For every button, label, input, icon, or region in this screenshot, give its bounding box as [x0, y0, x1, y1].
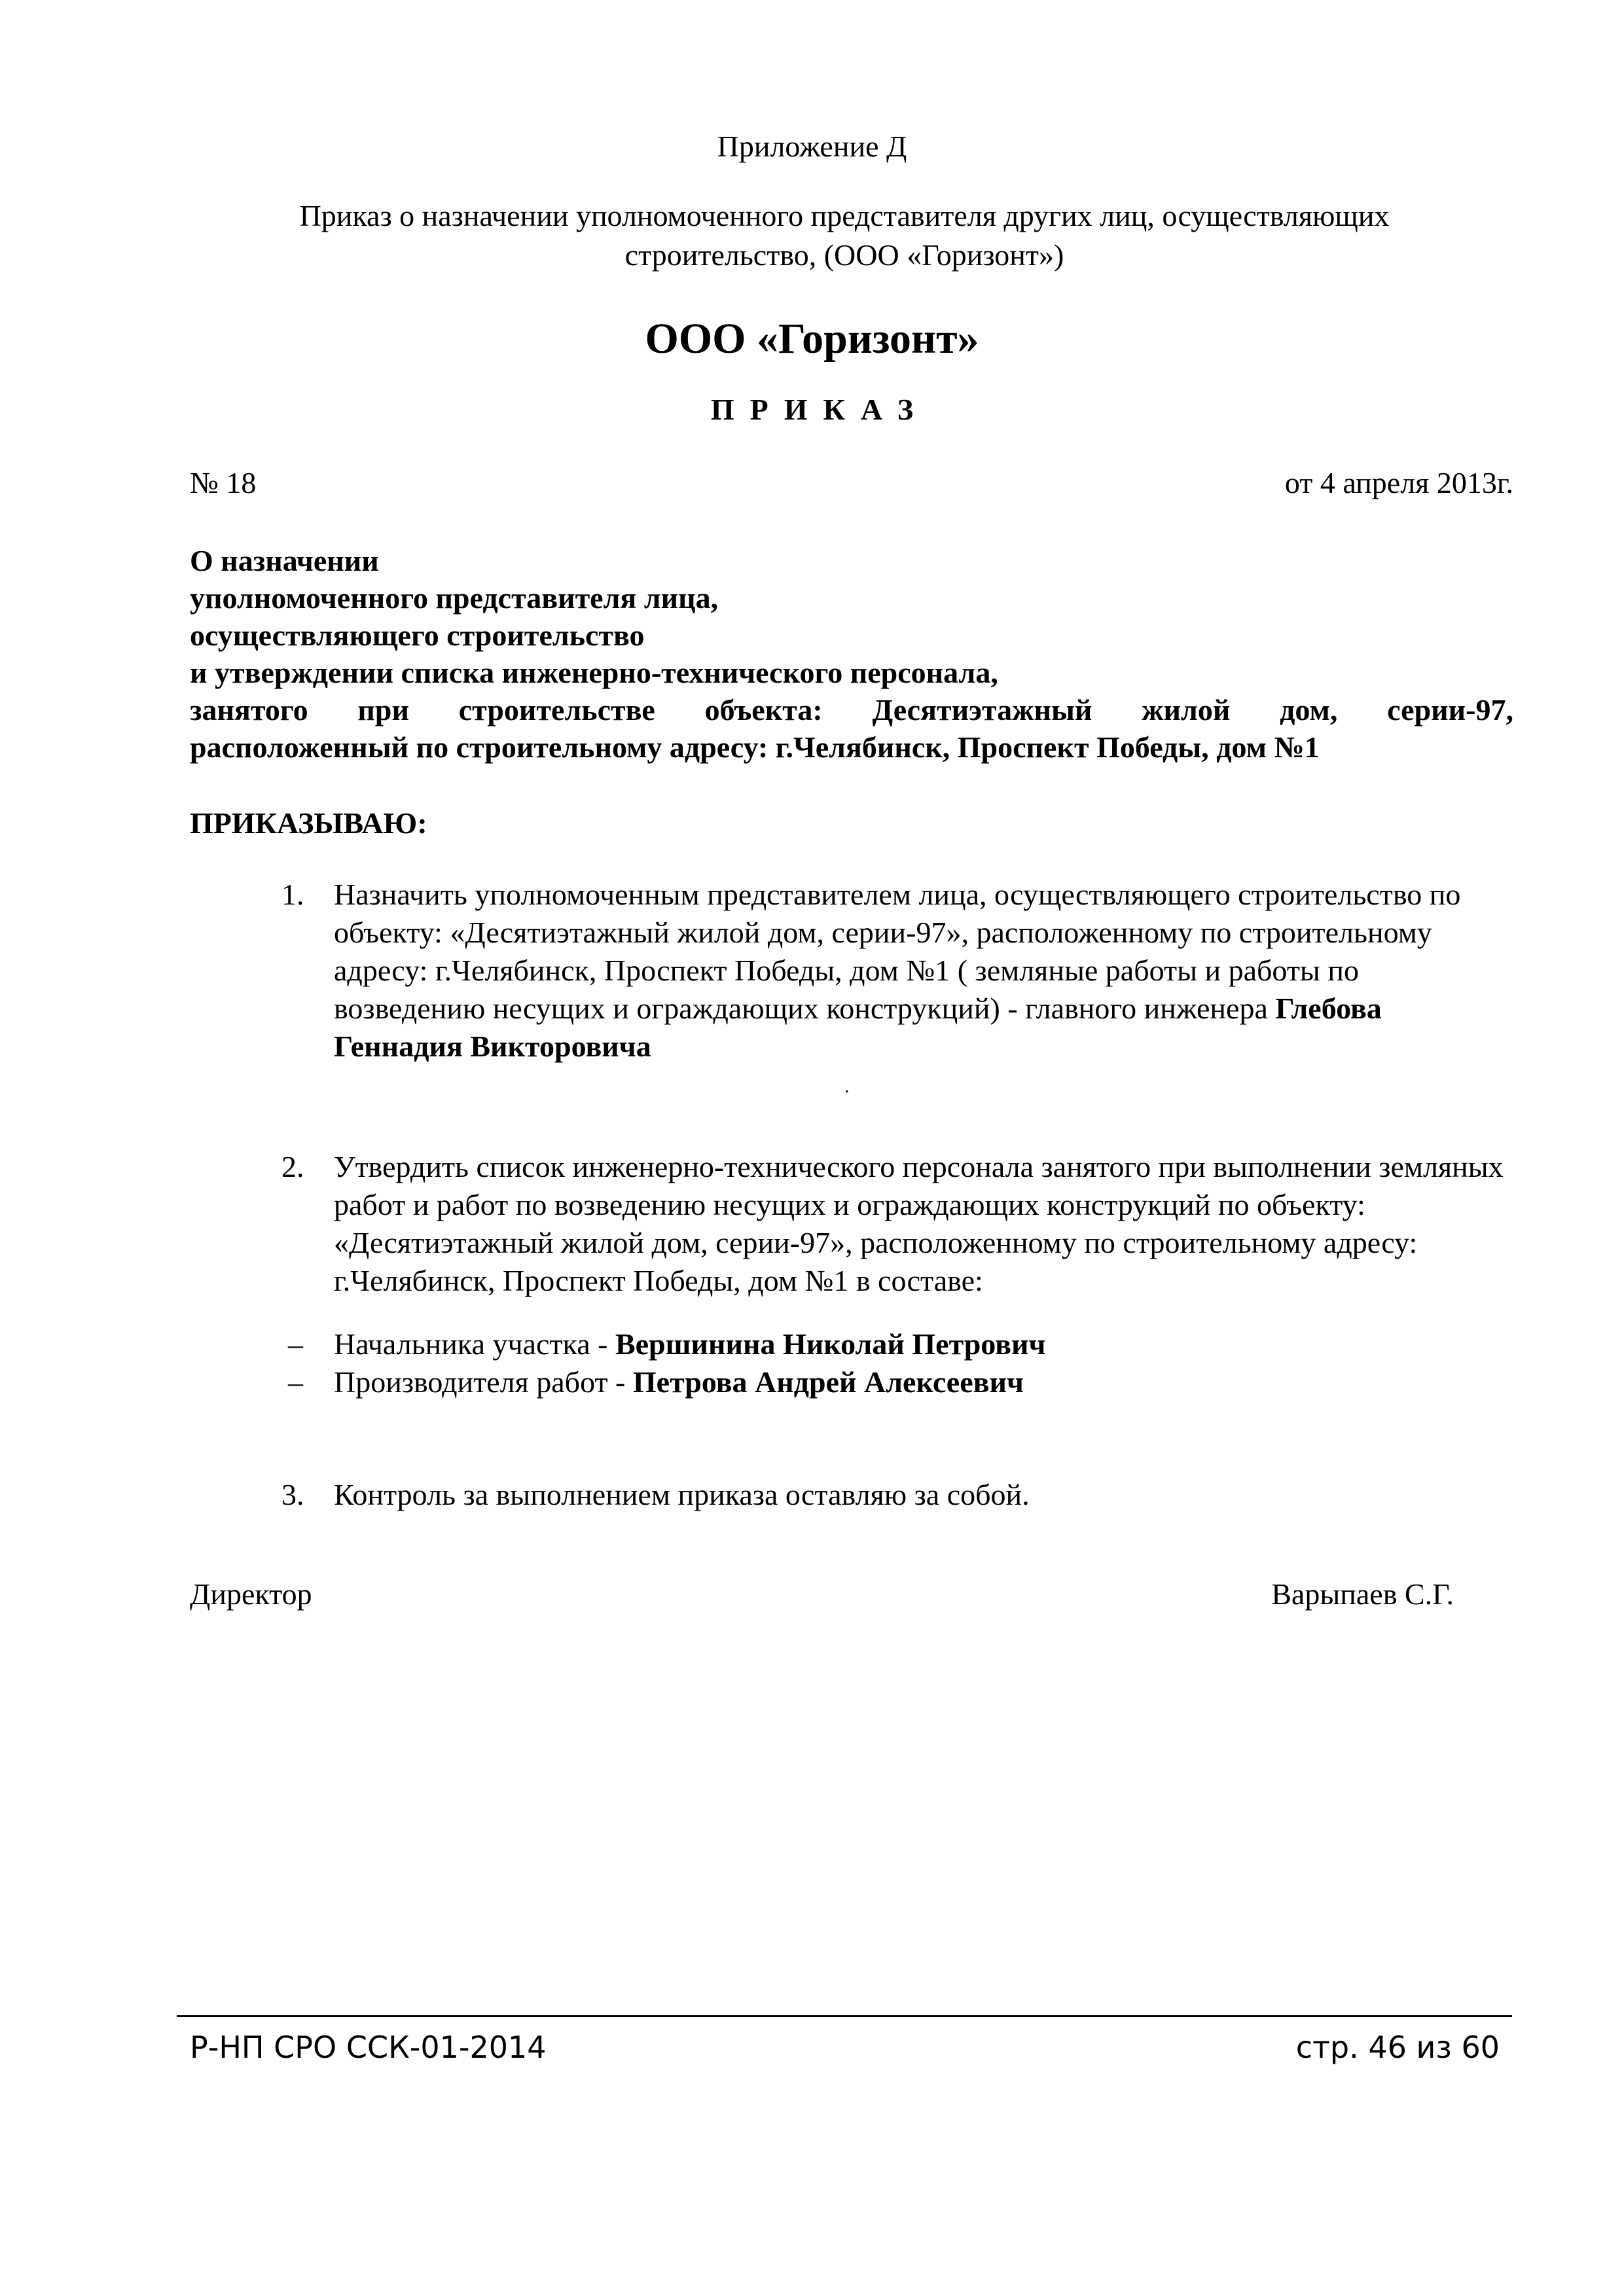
order-title: ПРИКАЗ	[710, 393, 929, 426]
footer-doc-code: Р-НП СРО ССК-01-2014	[190, 2030, 547, 2065]
order-subject	[216, 196, 1473, 275]
heading-line: осуществляющего строительство	[190, 619, 645, 652]
heading-line-justified	[190, 691, 1513, 728]
heading-line: расположенный по строительному адресу: г.Челябинск, Проспект Победы, дом №1	[190, 730, 1320, 764]
heading-word: дом,	[1280, 693, 1338, 726]
director-name: Варыпаев С.Г.	[1271, 1577, 1454, 1611]
order-heading	[190, 542, 1513, 766]
footer-page-number: стр. 46 из 60	[1295, 2030, 1500, 2065]
director-title: Директор	[190, 1577, 312, 1611]
heading-word: объекта:	[704, 693, 823, 726]
command-label: ПРИКАЗЫВАЮ:	[190, 806, 427, 840]
order-subject-line1: Приказ о назначении уполномоченного представителя других лиц, осуществляющих	[299, 199, 1390, 232]
staff-role: Производителя работ -	[334, 1365, 633, 1399]
item-number: 3.	[281, 1478, 304, 1511]
dash-bullet: –	[288, 1327, 303, 1361]
stray-dot: .	[844, 1075, 850, 1097]
dash-bullet: –	[288, 1365, 303, 1399]
staff-list-item	[288, 1325, 1046, 1363]
order-number: № 18	[190, 466, 257, 499]
heading-line: О назначении	[190, 544, 379, 577]
item-person-name: Глебова Геннадия Викторовича	[334, 992, 1382, 1063]
staff-name: Петрова Андрей Алексеевич	[632, 1365, 1024, 1399]
heading-word: серии-97,	[1387, 693, 1513, 726]
heading-word: строительстве	[458, 693, 655, 726]
staff-list-item	[288, 1363, 1024, 1401]
item-text: Контроль за выполнением приказа оставляю за собой.	[334, 1478, 1030, 1511]
footer-divider	[177, 2015, 1512, 2017]
company-name: ООО «Горизонт»	[645, 315, 979, 363]
item-text: Утвердить список инженерно-технического персонала занятого при выполнении земляных работ и работ по возведению несущих и ограждающих конструкций по объекту: «Десятиэтажный жилой дом, серии-97», расположенному по строительному адресу: г.Челябинск, Проспект Победы, дом №1 в составе:	[334, 1150, 1504, 1297]
heading-line: уполномоченного представителя лица,	[190, 581, 719, 615]
staff-name: Вершинина Николай Петрович	[615, 1327, 1046, 1361]
heading-line: и утверждении списка инженерно-технического персонала,	[190, 656, 998, 689]
staff-role: Начальника участка -	[334, 1327, 615, 1361]
order-item-2	[281, 1148, 1512, 1300]
heading-word: Десятиэтажный	[872, 693, 1092, 726]
heading-word: занятого	[190, 693, 308, 726]
heading-word: при	[357, 693, 409, 726]
order-subject-line2: строительство, (ООО «Горизонт»)	[624, 238, 1064, 272]
order-item-1	[281, 876, 1512, 1066]
order-item-3	[281, 1476, 1512, 1514]
appendix-label: Приложение Д	[717, 130, 907, 163]
item-text: Назначить уполномоченным представителем лица, осуществляющего строительство по объекту: «Десятиэтажный жилой дом, серии-97», расположенному по строительному адресу: г.Челябинск, Проспект Победы, дом №1 ( земляные работы и работы по возведению несущих и ограждающих конструкций) - главного инженера	[334, 878, 1461, 1025]
item-number: 2.	[281, 1150, 304, 1183]
item-number: 1.	[281, 878, 304, 911]
heading-word: жилой	[1142, 693, 1231, 726]
order-date: от 4 апреля 2013г.	[1284, 466, 1513, 499]
